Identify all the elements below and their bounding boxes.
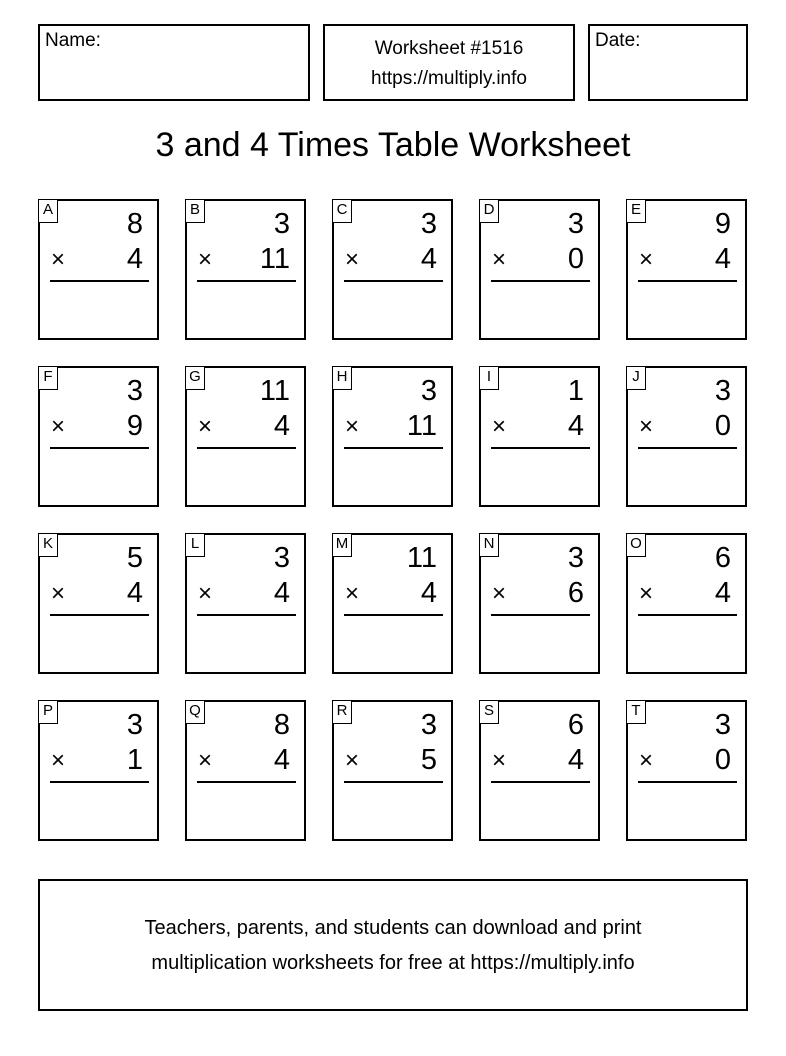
answer-line — [197, 280, 296, 282]
problem-card[interactable] — [332, 199, 453, 340]
problem-multiplier: 4 — [126, 243, 143, 275]
problem-multiplicand: 5 — [126, 542, 143, 574]
answer-line — [344, 614, 443, 616]
problem-multiplicand: 6 — [714, 542, 731, 574]
answer-line — [638, 447, 737, 449]
problem-multiplicand: 3 — [126, 709, 143, 741]
problem-letter: E — [626, 199, 646, 223]
footer-line-1: Teachers, parents, and students can download and print — [144, 917, 642, 939]
multiply-sign: × — [639, 580, 654, 607]
answer-line — [344, 280, 443, 282]
problem-multiplicand: 9 — [714, 208, 731, 240]
problem-multiplicand: 8 — [126, 208, 143, 240]
multiply-sign: × — [639, 747, 654, 774]
problem-letter: F — [38, 366, 58, 390]
answer-line — [197, 447, 296, 449]
multiply-sign: × — [639, 413, 654, 440]
worksheet-url: https://multiply.info — [371, 68, 527, 89]
problem-multiplier: 4 — [273, 410, 290, 442]
problem-letter: L — [185, 533, 205, 557]
problem-multiplicand: 3 — [273, 542, 290, 574]
problem-multiplier: 4 — [420, 243, 437, 275]
worksheet-info-box — [323, 24, 575, 101]
problem-letter: C — [332, 199, 352, 223]
multiply-sign: × — [639, 246, 654, 273]
problem-multiplier: 4 — [567, 744, 584, 776]
problem-card[interactable] — [332, 700, 453, 841]
problem-multiplier: 11 — [259, 243, 290, 275]
answer-line — [50, 614, 149, 616]
problem-card[interactable] — [38, 366, 159, 507]
problem-card[interactable] — [185, 199, 306, 340]
problem-multiplicand: 3 — [420, 709, 437, 741]
answer-line — [638, 280, 737, 282]
multiply-sign: × — [198, 580, 213, 607]
date-label: Date: — [595, 30, 641, 51]
problem-multiplicand: 6 — [567, 709, 584, 741]
problem-card[interactable] — [38, 199, 159, 340]
problem-letter: I — [479, 366, 499, 390]
answer-line — [638, 614, 737, 616]
multiply-sign: × — [51, 246, 66, 273]
problem-multiplier: 9 — [126, 410, 143, 442]
problem-multiplicand: 3 — [273, 208, 290, 240]
answer-line — [491, 781, 590, 783]
answer-line — [344, 447, 443, 449]
problem-card[interactable] — [332, 366, 453, 507]
answer-line — [50, 781, 149, 783]
problem-card[interactable] — [626, 700, 747, 841]
problem-card[interactable] — [332, 533, 453, 674]
problem-multiplier: 4 — [567, 410, 584, 442]
name-field[interactable] — [38, 24, 310, 101]
problem-multiplier: 4 — [126, 577, 143, 609]
problem-multiplier: 4 — [420, 577, 437, 609]
problem-letter: K — [38, 533, 58, 557]
name-label: Name: — [45, 30, 101, 51]
worksheet-number: Worksheet #1516 — [374, 38, 524, 59]
multiply-sign: × — [198, 747, 213, 774]
answer-line — [197, 614, 296, 616]
answer-line — [344, 781, 443, 783]
problem-letter: Q — [185, 700, 205, 724]
multiply-sign: × — [492, 580, 507, 607]
problem-multiplier: 0 — [567, 243, 584, 275]
date-field[interactable] — [588, 24, 748, 101]
footer-line-2: multiplication worksheets for free at https://multiply.info — [151, 952, 635, 974]
problem-multiplier: 0 — [714, 410, 731, 442]
problem-letter: B — [185, 199, 205, 223]
problem-card[interactable] — [479, 700, 600, 841]
multiply-sign: × — [198, 246, 213, 273]
problem-multiplicand: 3 — [420, 375, 437, 407]
problem-multiplicand: 8 — [273, 709, 290, 741]
footer-box — [38, 879, 748, 1011]
answer-line — [638, 781, 737, 783]
problem-multiplicand: 11 — [406, 542, 437, 574]
problem-multiplier: 0 — [714, 744, 731, 776]
problem-letter: N — [479, 533, 499, 557]
answer-line — [50, 447, 149, 449]
problem-letter: O — [626, 533, 646, 557]
multiply-sign: × — [345, 413, 360, 440]
multiply-sign: × — [198, 413, 213, 440]
problem-card[interactable] — [38, 700, 159, 841]
problem-multiplier: 4 — [273, 577, 290, 609]
multiply-sign: × — [345, 580, 360, 607]
multiply-sign: × — [51, 413, 66, 440]
answer-line — [197, 781, 296, 783]
problem-multiplier: 11 — [406, 410, 437, 442]
answer-line — [491, 447, 590, 449]
multiply-sign: × — [492, 413, 507, 440]
problem-multiplier: 1 — [126, 744, 143, 776]
multiply-sign: × — [492, 747, 507, 774]
problem-card[interactable] — [479, 533, 600, 674]
problem-multiplier: 4 — [714, 243, 731, 275]
multiply-sign: × — [51, 580, 66, 607]
problem-multiplicand: 3 — [567, 542, 584, 574]
answer-line — [491, 280, 590, 282]
problem-card[interactable] — [185, 533, 306, 674]
problem-multiplicand: 3 — [420, 208, 437, 240]
problem-letter: D — [479, 199, 499, 223]
problem-card[interactable] — [479, 366, 600, 507]
multiply-sign: × — [345, 747, 360, 774]
problem-card[interactable] — [185, 366, 306, 507]
problem-letter: H — [332, 366, 352, 390]
problem-card[interactable] — [38, 533, 159, 674]
problem-letter: J — [626, 366, 646, 390]
problem-multiplicand: 3 — [714, 709, 731, 741]
problem-letter: P — [38, 700, 58, 724]
problem-letter: G — [185, 366, 205, 390]
answer-line — [491, 614, 590, 616]
problem-multiplicand: 3 — [714, 375, 731, 407]
problem-multiplicand: 11 — [259, 375, 290, 407]
problem-card[interactable] — [626, 366, 747, 507]
problem-letter: A — [38, 199, 58, 223]
problem-letter: S — [479, 700, 499, 724]
multiply-sign: × — [51, 747, 66, 774]
page-title: 3 and 4 Times Table Worksheet — [155, 126, 631, 164]
problem-card[interactable] — [479, 199, 600, 340]
problem-multiplier: 6 — [567, 577, 584, 609]
problem-card[interactable] — [185, 700, 306, 841]
problem-card[interactable] — [626, 199, 747, 340]
problem-multiplier: 4 — [273, 744, 290, 776]
problem-multiplicand: 3 — [567, 208, 584, 240]
multiply-sign: × — [345, 246, 360, 273]
problem-letter: T — [626, 700, 646, 724]
problem-multiplicand: 1 — [567, 375, 584, 407]
problem-multiplicand: 3 — [126, 375, 143, 407]
problem-card[interactable] — [626, 533, 747, 674]
problem-letter: R — [332, 700, 352, 724]
answer-line — [50, 280, 149, 282]
problem-letter: M — [332, 533, 352, 557]
problem-multiplier: 4 — [714, 577, 731, 609]
multiply-sign: × — [492, 246, 507, 273]
problem-multiplier: 5 — [420, 744, 437, 776]
